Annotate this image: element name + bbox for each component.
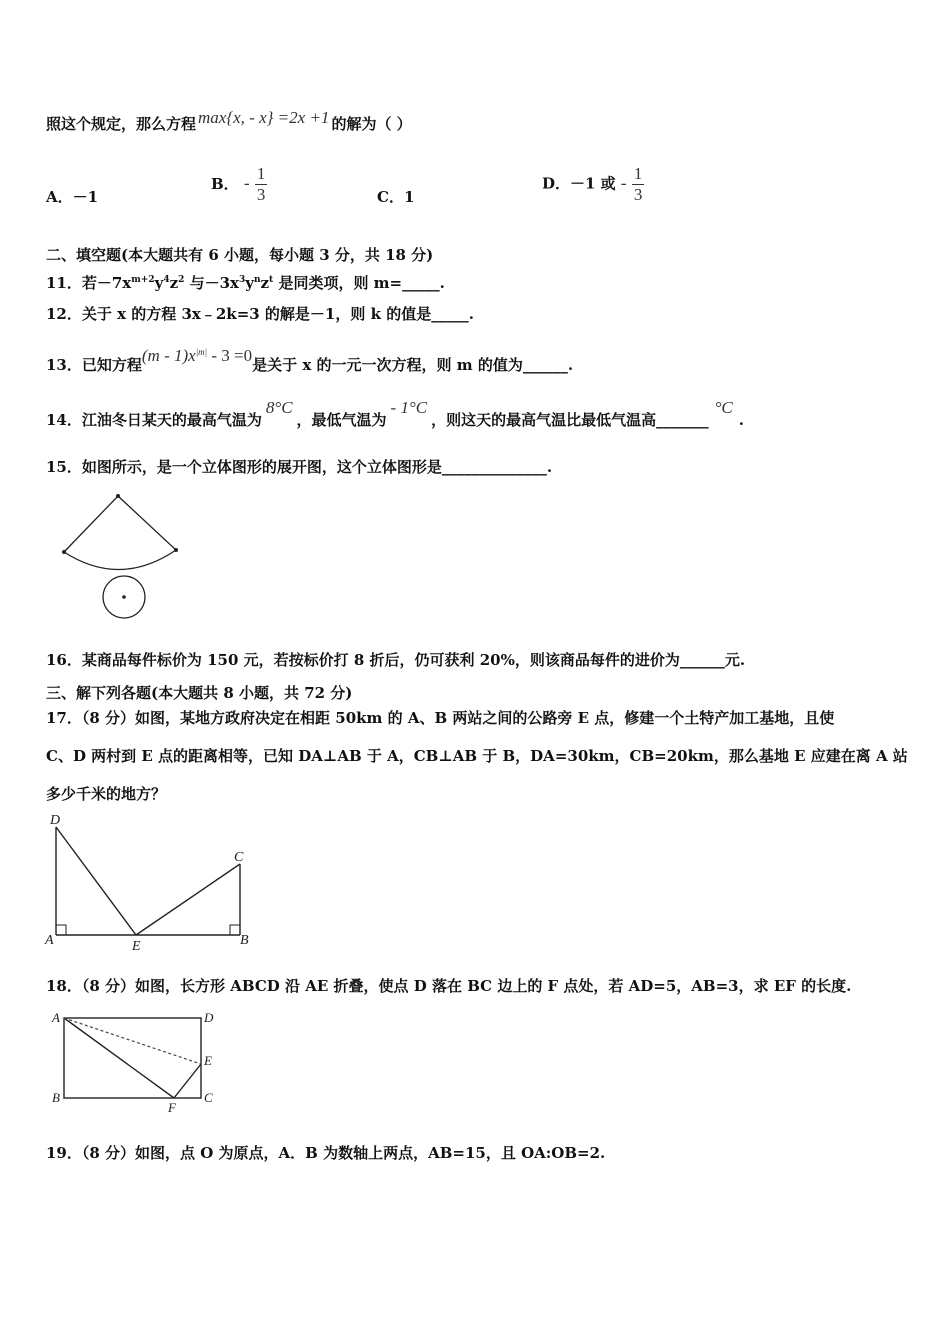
q14: 14．江油冬日某天的最高气温为8°C，最低气温为- 1°C，则这天的最高气温比最低气温高_______°C. [46, 398, 744, 429]
q15-net-figure [54, 488, 194, 623]
q18-label-b: B [52, 1090, 60, 1105]
q10-stem-b: 的解为（ ） [331, 115, 412, 133]
q18-rectangle-abcd [64, 1018, 201, 1098]
q10-option-d-fraction: $\frac{1}{3}$ [633, 164, 643, 204]
q18-figure [46, 1008, 226, 1118]
q15-sector-right-point [174, 548, 178, 552]
q18-label-c: C [204, 1090, 213, 1105]
q10-option-d: D．－1 或 - $\frac{1}{3}$ [542, 164, 643, 204]
q19: 19．（8 分）如图，点 O 为原点，A．B 为数轴上两点，AB=15，且 OA:OB=2. [46, 1144, 606, 1162]
q17-label-e: E [132, 939, 141, 950]
q18-segment-af [64, 1018, 174, 1098]
q17-figure [42, 810, 262, 950]
q17-line3: 多少千米的地方？ [46, 785, 167, 803]
q18-label-e: E [204, 1053, 212, 1068]
q10-option-b-fraction: $\frac{1}{3}$ [256, 164, 266, 204]
q17-right-angle-b [230, 925, 240, 935]
q10-stem-a: 照这个规定，那么方程 [46, 115, 197, 133]
q17-segment-ce [136, 864, 240, 935]
q11: 11．若$-7x^{m+2}y^4z^2$ 与$-3x^3y^nz^t$ 是同类项，则 m=_____. [46, 274, 445, 292]
q15-sector-left-point [62, 550, 66, 554]
q13: 13．已知方程$(m - 1)x^{|m|} - 3 =0$是关于 x 的一元一次方程，则 m 的值为______. [46, 346, 574, 374]
section3-title: 三、解下列各题(本大题共 8 小题，共 72 分) [46, 684, 353, 702]
q15-circle-center [122, 595, 126, 599]
q17-line2: C、D 两村到 E 点的距离相等，已知 DA⊥AB 于 A，CB⊥AB 于 B，DA=30km，CB=20km，那么基地 E 应建在离 A 站 [46, 747, 908, 765]
q10-option-b: B． - $\frac{1}{3}$ [211, 164, 266, 204]
q18-segment-fe [174, 1064, 201, 1098]
q14-high-temp: 8°C [265, 398, 293, 417]
q16: 16．某商品每件标价为 150 元，若按标价打 8 折后，仍可获利 20%，则该商品每件的进价为______元. [46, 651, 746, 669]
q13-equation: $(m - 1)x^{|m|} - 3 =0$ [141, 346, 253, 365]
q17-label-b: B [240, 933, 249, 948]
q12: 12．关于 x 的方程 3x﹣2k=3 的解是－1，则 k 的值是_____. [46, 305, 474, 323]
q17-label-d: D [50, 813, 61, 828]
q17-segment-de [56, 827, 136, 935]
q18-label-f: F [168, 1100, 176, 1115]
q17-line1: 17．（8 分）如图，某地方政府决定在相距 50km 的 A、B 两站之间的公路旁 E 点，修建一个土特产加工基地，且使 [46, 709, 835, 727]
q14-unit: °C [714, 398, 733, 417]
q17-label-c: C [234, 850, 244, 865]
q17-right-angle-a [56, 925, 66, 935]
q15-sector-vertex [116, 494, 120, 498]
q15-sector [64, 496, 176, 570]
q17-label-a: A [45, 933, 54, 948]
q18-label-d: D [204, 1010, 214, 1025]
section2-title: 二、填空题(本大题共有 6 小题，每小题 3 分，共 18 分) [46, 246, 434, 264]
q14-low-temp: - 1°C [390, 398, 428, 417]
q18-fold-line-ae [64, 1018, 201, 1064]
q10-stem [46, 108, 412, 134]
q10-equation: max{x, - x} =2x +1 [198, 108, 330, 127]
q15: 15．如图所示，是一个立体图形的展开图，这个立体图形是______________. [46, 458, 553, 476]
q18: 18．（8 分）如图，长方形 ABCD 沿 AE 折叠，使点 D 落在 BC 边上的 F 点处，若 AD=5，AB=3，求 EF 的长度. [46, 977, 852, 995]
q18-label-a: A [52, 1010, 60, 1025]
q10-option-c: C．1 [377, 188, 415, 206]
q10-option-a: A．－1 [46, 188, 99, 206]
